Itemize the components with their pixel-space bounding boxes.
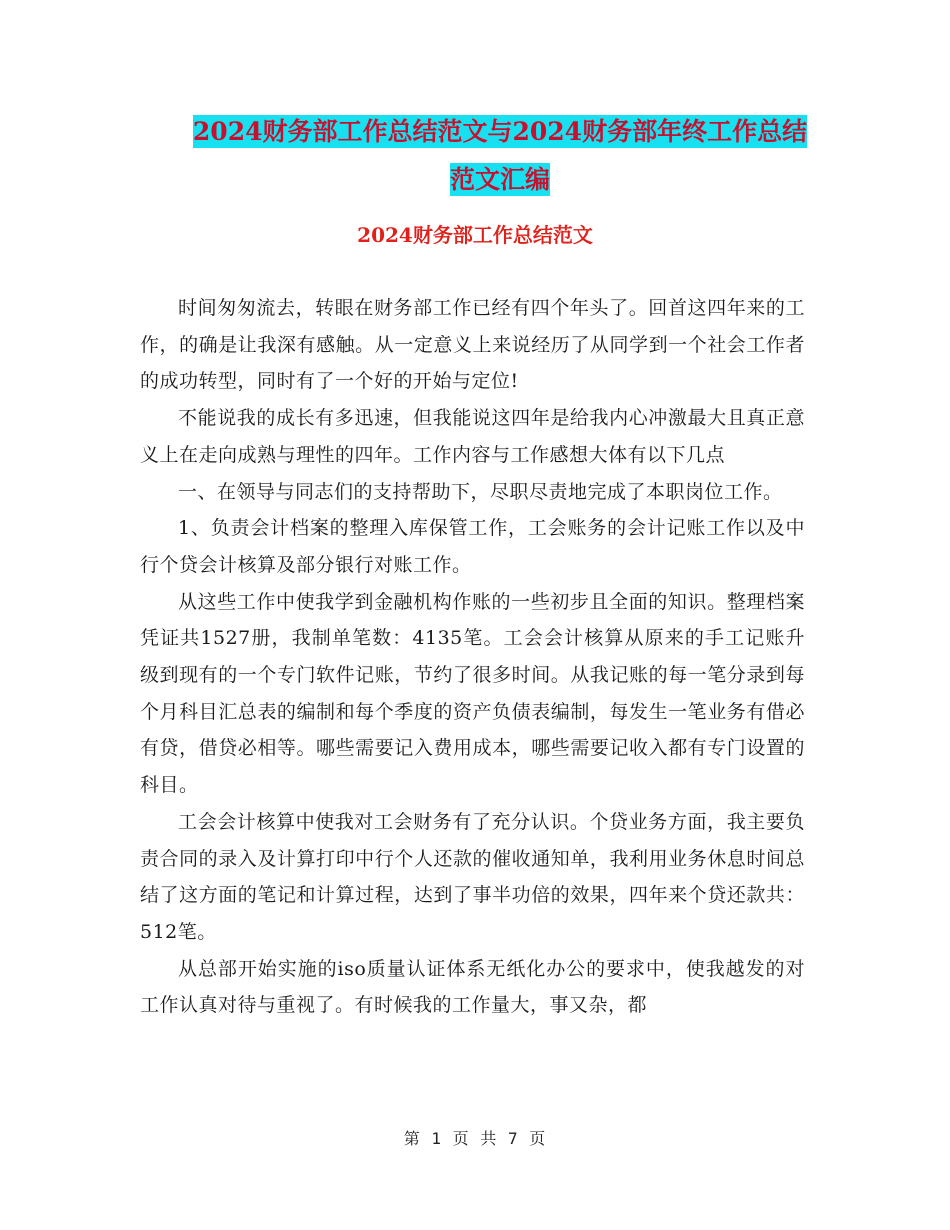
document-title-line-2: 范文汇编 (449, 165, 550, 194)
document-title (100, 108, 900, 204)
paragraph: 1、负责会计档案的整理入库保管工作，工会账务的会计记账工作以及中行个贷会计核算及部分银行对账工作。 (140, 517, 805, 576)
paragraph: 一、在领导与同志们的支持帮助下，尽职尽责地完成了本职岗位工作。 (178, 480, 783, 503)
document-body (140, 290, 805, 1024)
paragraph: 工会会计核算中使我对工会财务有了充分认识。个贷业务方面，我主要负责合同的录入及计算打印中行个人还款的催收通知单，我利用业务休息时间总结了这方面的笔记和计算过程，达到了事半功倍的效果，四年来个贷还款共：512笔。 (140, 810, 805, 943)
section-title: 2024财务部工作总结范文 (357, 223, 593, 247)
page-footer: 第 1 页 共 7 页 (403, 1129, 547, 1148)
document-title-line-1: 2024财务部工作总结范文与2024财务部年终工作总结 (192, 117, 808, 146)
paragraph: 从这些工作中使我学到金融机构作账的一些初步且全面的知识。整理档案凭证共1527册，我制单笔数：4135笔。工会会计核算从原来的手工记账升级到现有的一个专门软件记账，节约了很多时间。从我记账的每一笔分录到每个月科目汇总表的编制和每个季度的资产负债表编制，每发生一笔业务有借必有贷，借贷必相等。哪些需要记入费用成本，哪些需要记收入都有专门设置的科目。 (140, 590, 805, 797)
paragraph: 不能说我的成长有多迅速，但我能说这四年是给我内心冲激最大且真正意义上在走向成熟与理性的四年。工作内容与工作感想大体有以下几点 (140, 407, 805, 466)
paragraph: 从总部开始实施的iso质量认证体系无纸化办公的要求中，使我越发的对工作认真对待与重视了。有时候我的工作量大，事又杂，都 (140, 957, 805, 1017)
paragraph: 时间匆匆流去，转眼在财务部工作已经有四个年头了。回首这四年来的工作，的确是让我深有感触。从一定意义上来说经历了从同学到一个社会工作者的成功转型，同时有了一个好的开始与定位! (140, 297, 805, 393)
